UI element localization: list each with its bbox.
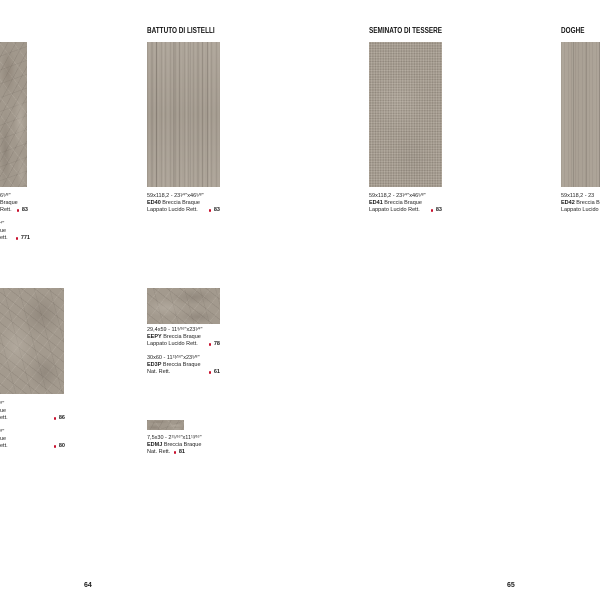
tile-swatch-ed40 — [147, 42, 220, 187]
product-badge — [209, 369, 220, 376]
badge-number: 78 — [213, 341, 220, 347]
product-size: 30x60 - 11¹³⁄¹⁶"x23⁵⁄⁸" — [147, 355, 200, 361]
tile-swatch-cropped-top — [0, 42, 27, 187]
product-badge — [174, 449, 185, 456]
badge-number: 81 — [178, 449, 185, 455]
product-finish: Lappato Lucido Rett. — [369, 207, 420, 213]
cropped-product-3 — [0, 401, 65, 422]
red-dot-icon — [209, 371, 212, 374]
product-name: ue — [0, 228, 7, 234]
product-finish: ett. — [0, 235, 8, 241]
red-dot-icon — [209, 209, 212, 212]
product-code-name-line — [147, 200, 220, 207]
product-finish: ett. — [0, 415, 8, 421]
badge-number: 771 — [20, 235, 30, 241]
section-title-seminato-di-tessere: SEMINATO DI TESSERE — [369, 26, 443, 35]
red-dot-icon — [54, 445, 57, 448]
product-code-name-line — [147, 334, 220, 341]
product-finish: Rett. — [0, 207, 12, 213]
product-code-name-line — [147, 442, 202, 449]
product-badge — [17, 207, 28, 214]
product-size: 59x118,2 - 23 — [561, 193, 595, 199]
product-code-name-line — [561, 200, 600, 207]
product-finish: Nat. Rett. — [147, 369, 171, 375]
product-size: ⁸" — [0, 401, 5, 407]
product-name: ue — [0, 408, 7, 414]
section-title-battuto-di-listelli: BATTUTO DI LISTELLI — [147, 26, 215, 35]
product-ed3p — [147, 355, 220, 376]
cropped-product-2 — [0, 221, 30, 242]
product-badge — [16, 235, 30, 242]
product-badge — [209, 341, 220, 348]
tile-swatch-cropped-bottom — [0, 288, 64, 394]
product-name: Breccia Braque — [163, 334, 201, 340]
product-finish: Lappato Lucido Rett. — [147, 341, 198, 347]
product-badge — [209, 207, 220, 214]
product-finish: Lappato Lucido Rett. — [147, 207, 198, 213]
product-name: Braque — [0, 200, 18, 206]
badge-number: 86 — [58, 415, 65, 421]
product-code: ED41 — [369, 200, 383, 206]
red-dot-icon — [209, 343, 212, 346]
red-dot-icon — [54, 417, 57, 420]
product-name: Breccia Braque — [163, 442, 202, 448]
tile-swatch-ed42 — [561, 42, 600, 187]
tile-swatch-edmj — [147, 420, 184, 430]
cropped-product-4 — [0, 429, 65, 450]
product-code: EDMJ — [147, 442, 163, 448]
page-number-65: 65 — [507, 582, 515, 589]
product-badge — [54, 415, 65, 422]
product-size: ⁴" — [0, 221, 5, 227]
product-code: EEPY — [147, 334, 162, 340]
product-name: Breccia Braque — [384, 200, 422, 206]
product-code-name-line — [369, 200, 442, 207]
tile-swatch-ed41 — [369, 42, 442, 187]
product-name: Breccia B — [576, 200, 600, 206]
product-edmj — [147, 435, 202, 456]
page-65 — [300, 0, 600, 600]
product-badge — [54, 443, 65, 450]
product-size: 59x118,2 - 23¹⁄⁴"x46⁵⁄⁸" — [369, 193, 426, 199]
product-code: ED3P — [147, 362, 162, 368]
tile-swatch-eepy — [147, 288, 220, 324]
product-name: Breccia Braque — [162, 362, 201, 368]
page-number-64: 64 — [84, 582, 92, 589]
product-code: ED42 — [561, 200, 575, 206]
product-finish: ett. — [0, 443, 8, 449]
product-finish: Lappato Lucido — [561, 207, 599, 213]
badge-number: 83 — [435, 207, 442, 213]
product-code: ED40 — [147, 200, 161, 206]
product-ed40 — [147, 193, 220, 214]
badge-number: 83 — [213, 207, 220, 213]
badge-number: 83 — [21, 207, 28, 213]
product-name: Breccia Braque — [162, 200, 200, 206]
product-eepy — [147, 327, 220, 348]
product-code-name-line — [147, 362, 220, 369]
badge-number: 61 — [213, 369, 220, 375]
red-dot-icon — [17, 209, 20, 212]
product-finish: Nat. Rett. — [147, 449, 171, 455]
product-size: 59x118,2 - 23¹⁄⁴"x46⁵⁄⁸" — [147, 193, 204, 199]
red-dot-icon — [431, 209, 434, 212]
product-ed42 — [561, 193, 600, 214]
product-name: ue — [0, 436, 7, 442]
product-ed41 — [369, 193, 442, 214]
section-title-doghe: DOGHE — [561, 26, 585, 35]
red-dot-icon — [16, 237, 19, 240]
badge-number: 80 — [58, 443, 65, 449]
red-dot-icon — [174, 451, 177, 454]
product-size: 7,5x30 - 2¹⁵⁄¹⁶"x11¹³⁄¹⁶" — [147, 435, 202, 441]
product-size: 29,4x59 - 11⁹⁄¹⁶"x23¹⁄⁴" — [147, 327, 203, 333]
product-size: 6⁵⁄⁸" — [0, 193, 11, 199]
product-badge — [431, 207, 442, 214]
cropped-product-1 — [0, 193, 28, 214]
product-size: ⁸" — [0, 429, 5, 435]
